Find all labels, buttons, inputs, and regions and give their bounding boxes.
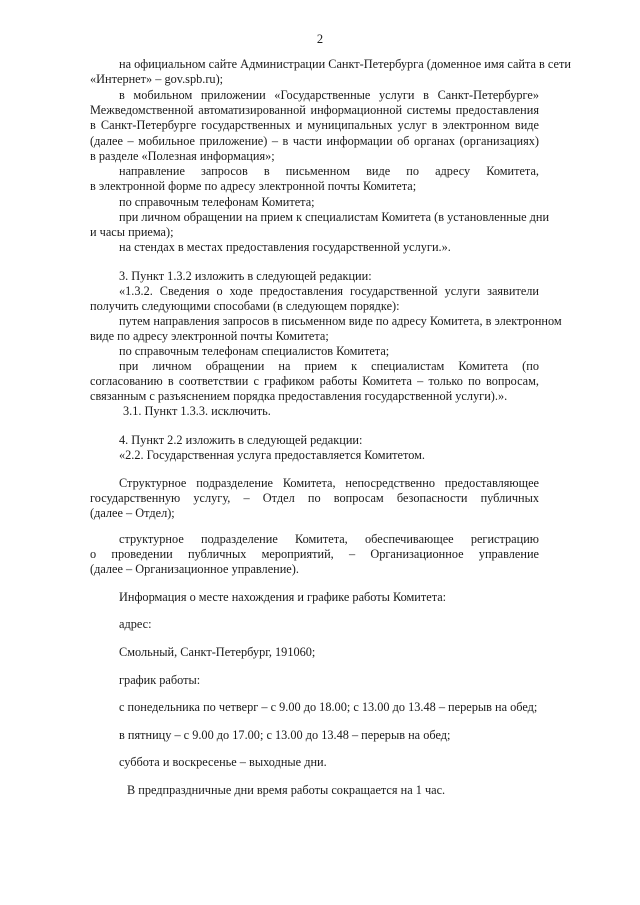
text-line: получить следующими способами (в следующем порядке): xyxy=(90,299,400,313)
text-line: по справочным телефонам специалистов Комитета; xyxy=(119,344,390,358)
text-line: в электронной форме по адресу электронной почты Комитета; xyxy=(90,179,417,193)
text-line: график работы: xyxy=(119,673,201,687)
text-line: В предпраздничные дни время работы сокращается на 1 час. xyxy=(127,783,446,797)
page-number: 2 xyxy=(316,32,324,46)
text-line: при личном обращении на прием к специалистам Комитета (по xyxy=(119,359,539,373)
text-line: суббота и воскресенье – выходные дни. xyxy=(119,755,327,769)
text-line: в мобильном приложении «Государственные услуги в Санкт-Петербурге» xyxy=(119,88,539,102)
text-line: Межведомственной автоматизированной информационной системы предоставления xyxy=(90,103,539,117)
text-line: согласованию в соответствии с графиком работы Комитета – только по вопросам, xyxy=(90,374,539,388)
text-line: (далее – Отдел); xyxy=(90,506,175,520)
text-line: «1.3.2. Сведения о ходе предоставления государственной услуги заявители xyxy=(119,284,539,298)
text-line: с понедельника по четверг – с 9.00 до 18.00; с 13.00 до 13.48 – перерыв на обед; xyxy=(119,700,538,714)
text-line: на стендах в местах предоставления государственной услуги.». xyxy=(119,240,451,254)
text-line: (далее – мобильное приложение) – в части информации об органах (организациях) xyxy=(90,134,539,148)
text-line: адрес: xyxy=(119,617,152,631)
text-line: на официальном сайте Администрации Санкт-Петербурга (доменное имя сайта в сети xyxy=(119,57,571,71)
text-line: направление запросов в письменном виде по адресу Комитета, xyxy=(119,164,539,178)
text-line: при личном обращении на прием к специалистам Комитета (в установленные дни xyxy=(119,210,550,224)
text-line: Структурное подразделение Комитета, непосредственно предоставляющее xyxy=(119,476,539,490)
text-line: структурное подразделение Комитета, обеспечивающее регистрацию xyxy=(119,532,539,546)
text-line: виде по адресу электронной почты Комитета; xyxy=(90,329,329,343)
text-line: и часы приема); xyxy=(90,225,174,239)
text-line: «Интернет» – gov.spb.ru); xyxy=(90,72,224,86)
text-line: (далее – Организационное управление). xyxy=(90,562,299,576)
text-line: о проведении публичных мероприятий, – Организационное управление xyxy=(90,547,539,561)
text-line: «2.2. Государственная услуга предоставляется Комитетом. xyxy=(119,448,425,462)
text-line: связанным с разъяснением порядка предоставления государственной услуги).». xyxy=(90,389,508,403)
text-line: в пятницу – с 9.00 до 17.00; с 13.00 до 13.48 – перерыв на обед; xyxy=(119,728,451,742)
text-line: 3. Пункт 1.3.2 изложить в следующей редакции: xyxy=(119,269,372,283)
text-line: Смольный, Санкт-Петербург, 191060; xyxy=(119,645,316,659)
text-line: в Санкт-Петербурге государственных и муниципальных услуг в электронном виде xyxy=(90,118,539,132)
text-line: 4. Пункт 2.2 изложить в следующей редакции: xyxy=(119,433,363,447)
text-line: Информация о месте нахождения и графике работы Комитета: xyxy=(119,590,447,604)
text-line: 3.1. Пункт 1.3.3. исключить. xyxy=(123,404,271,418)
text-line: путем направления запросов в письменном виде по адресу Комитета, в электронном xyxy=(119,314,562,328)
text-line: в разделе «Полезная информация»; xyxy=(90,149,275,163)
text-line: по справочным телефонам Комитета; xyxy=(119,195,315,209)
text-line: государственную услугу, – Отдел по вопросам безопасности публичных xyxy=(90,491,539,505)
